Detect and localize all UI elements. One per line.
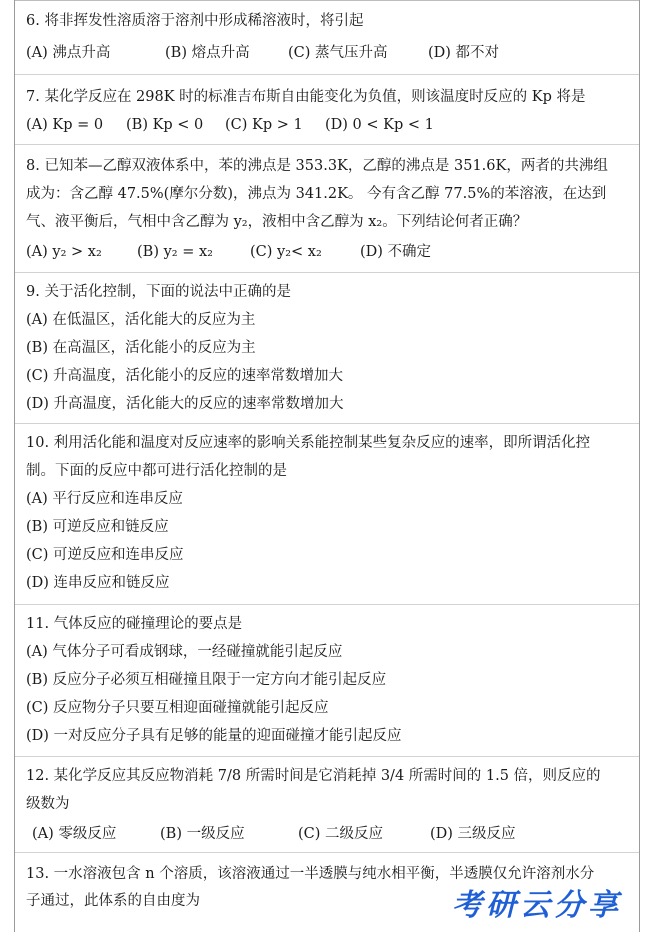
q9-option-b: (B) 在高温区，活化能小的反应为主	[26, 340, 256, 356]
q11-stem: 11. 气体反应的碰撞理论的要点是	[26, 616, 243, 632]
q8-stem-line-1: 8. 已知苯—乙醇双液体系中，苯的沸点是 353.3K，乙醇的沸点是 351.6K，两者的共沸组	[26, 158, 608, 174]
q8-option-a: (A) y₂ > x₂	[26, 244, 102, 260]
q12-stem-line-2: 级数为	[26, 796, 70, 812]
q6-option-c: (C) 蒸气压升高	[288, 45, 388, 61]
q10-option-c: (C) 可逆反应和连串反应	[26, 547, 184, 563]
q8-option-b: (B) y₂ = x₂	[137, 244, 213, 260]
q9-stem: 9. 关于活化控制，下面的说法中正确的是	[26, 284, 291, 300]
q7-option-d: (D) 0 < Kp < 1	[325, 117, 434, 133]
divider	[15, 756, 639, 757]
q6-option-b: (B) 熔点升高	[165, 45, 250, 61]
q12-option-d: (D) 三级反应	[430, 826, 516, 842]
q8-option-d: (D) 不确定	[360, 244, 432, 260]
divider	[15, 272, 639, 273]
q9-option-c: (C) 升高温度，活化能小的反应的速率常数增加大	[26, 368, 344, 384]
q10-stem-line-1: 10. 利用活化能和温度对反应速率的影响关系能控制某些复杂反应的速率，即所谓活化控	[26, 435, 591, 451]
page-right-border	[639, 0, 640, 932]
q10-stem-line-2: 制。下面的反应中都可进行活化控制的是	[26, 463, 287, 479]
page-top-border	[14, 0, 640, 1]
q8-stem-line-3: 气、液平衡后，气相中含乙醇为 y₂，液相中含乙醇为 x₂。下列结论何者正确？	[26, 214, 528, 230]
q12-option-a: (A) 零级反应	[32, 826, 117, 842]
q12-stem-line-1: 12. 某化学反应其反应物消耗 7/8 所需时间是它消耗掉 3/4 所需时间的 1.5 倍，则反应的	[26, 768, 601, 784]
q10-option-a: (A) 平行反应和连串反应	[26, 491, 183, 507]
q8-stem-line-2: 成为：含乙醇 47.5%(摩尔分数)，沸点为 341.2K。 今有含乙醇 77.5%的苯溶液，在达到	[26, 186, 607, 202]
divider	[15, 144, 639, 145]
q10-option-d: (D) 连串反应和链反应	[26, 575, 170, 591]
q13-stem-line-2: 子通过，此体系的自由度为	[26, 893, 200, 909]
q12-option-c: (C) 二级反应	[298, 826, 384, 842]
q11-option-c: (C) 反应物分子只要互相迎面碰撞就能引起反应	[26, 700, 329, 716]
divider	[15, 74, 639, 75]
q6-stem: 6. 将非挥发性溶质溶于溶剂中形成稀溶液时，将引起	[26, 13, 364, 29]
page-left-border	[14, 0, 15, 932]
q6-option-d: (D) 都不对	[428, 45, 500, 61]
q7-option-a: (A) Kp = 0	[26, 117, 104, 133]
q8-option-c: (C) y₂< x₂	[250, 244, 322, 260]
q11-option-b: (B) 反应分子必须互相碰撞且限于一定方向才能引起反应	[26, 672, 387, 688]
divider	[15, 423, 639, 424]
q12-option-b: (B) 一级反应	[160, 826, 245, 842]
divider	[15, 852, 639, 853]
watermark-logo: 考研云分享	[452, 888, 622, 923]
q9-option-d: (D) 升高温度，活化能大的反应的速率常数增加大	[26, 396, 344, 412]
q7-stem: 7. 某化学反应在 298K 时的标准吉布斯自由能变化为负值，则该温度时反应的 Kp 将是	[26, 89, 586, 105]
q10-option-b: (B) 可逆反应和链反应	[26, 519, 169, 535]
q7-option-b: (B) Kp < 0	[126, 117, 204, 133]
q9-option-a: (A) 在低温区，活化能大的反应为主	[26, 312, 256, 328]
divider	[15, 604, 639, 605]
q6-option-a: (A) 沸点升高	[26, 45, 111, 61]
q13-stem-line-1: 13. 一水溶液包含 n 个溶质，该溶液通过一半透膜与纯水相平衡，半透膜仅允许溶剂水分	[26, 866, 595, 882]
q7-option-c: (C) Kp > 1	[225, 117, 303, 133]
q11-option-d: (D) 一对反应分子具有足够的能量的迎面碰撞才能引起反应	[26, 728, 402, 744]
q11-option-a: (A) 气体分子可看成钢球，一经碰撞就能引起反应	[26, 644, 343, 660]
